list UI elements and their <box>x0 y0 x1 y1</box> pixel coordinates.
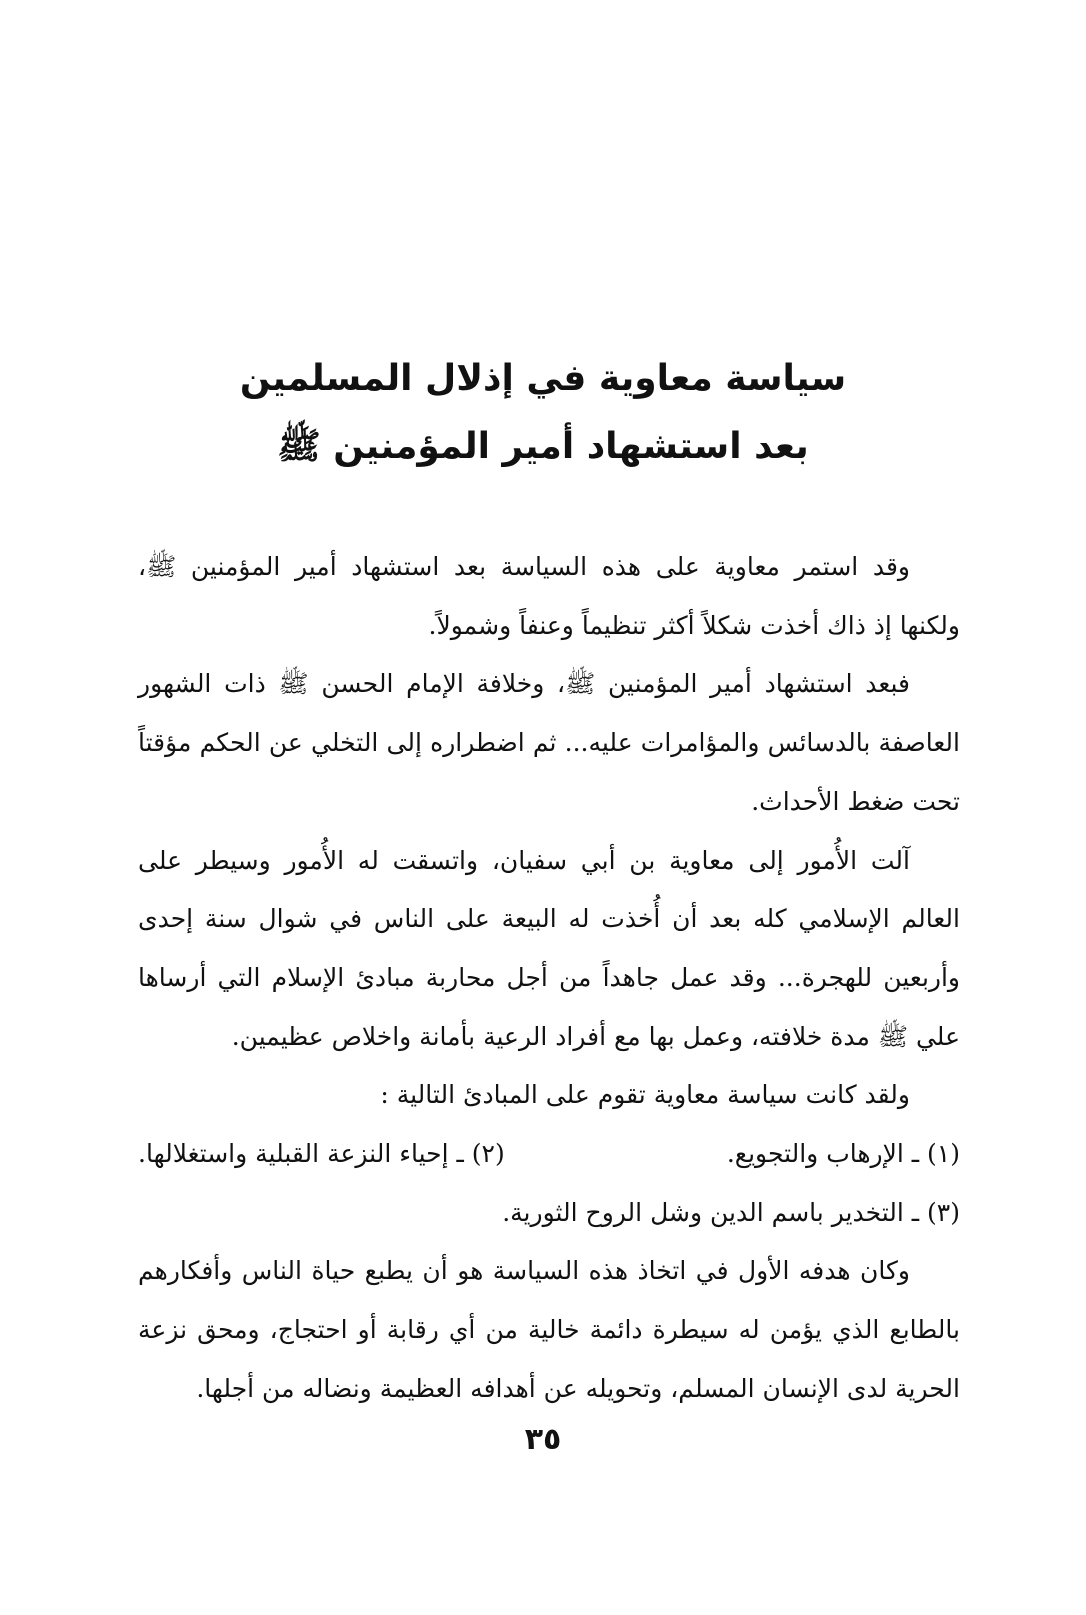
principle-item-3: (٣) ـ التخدير باسم الدين وشل الروح الثورية. <box>502 1197 960 1227</box>
paragraph-1: وقد استمر معاوية على هذه السياسة بعد استشهاد أمير المؤمنين ﷺ، ولكنها إذ ذاك أخذت شكلاً أكثر تنظيماً وعنفاً وشمولاً. <box>138 552 960 640</box>
paragraph-2: فبعد استشهاد أمير المؤمنين ﷺ، وخلافة الإمام الحسن ﷺ ذات الشهور العاصفة بالدسائس والمؤامرات عليه... ثم اضطراره إلى التخلي عن الحكم مؤقتاً تحت ضغط الأحداث. <box>138 669 960 816</box>
paragraph-4: ولقد كانت سياسة معاوية تقوم على المبادئ التالية : <box>380 1080 910 1110</box>
page-number: ٣٥ <box>524 1422 562 1457</box>
principle-item-1: (١) ـ الإرهاب والتجويع. <box>726 1139 960 1169</box>
chapter-title-line-2: بعد استشهاد أمير المؤمنين ﷺ <box>277 426 809 467</box>
closing-paragraph: وكان هدفه الأول في اتخاذ هذه السياسة هو أن يطبع حياة الناس وأفكارهم بالطابع الذي يؤمن له سيطرة دائمة خالية من أي رقابة أو احتجاج، ومحق نزعة الحرية لدى الإنسان المسلم، وتحويله عن أهدافه العظيمة ونضاله من أجلها. <box>138 1256 960 1403</box>
chapter-title-line-1: سياسة معاوية في إذلال المسلمين <box>239 358 847 399</box>
principle-item-2: (٢) ـ إحياء النزعة القبلية واستغلالها. <box>138 1139 505 1169</box>
body-text <box>138 538 960 1419</box>
chapter-title <box>0 345 1086 481</box>
principles-row <box>138 1125 960 1184</box>
paragraph-3: آلت الأُمور إلى معاوية بن أبي سفيان، واتسقت له الأُمور وسيطر على العالم الإسلامي كله بعد أن أُخذت له البيعة على الناس في شوال سنة إحدى وأربعين للهجرة... وقد عمل جاهداً من أجل محاربة مبادئ الإسلام التي أرساها علي ﷺ مدة خلافته، وعمل بها مع أفراد الرعية بأمانة واخلاص عظيمين. <box>138 845 960 1051</box>
